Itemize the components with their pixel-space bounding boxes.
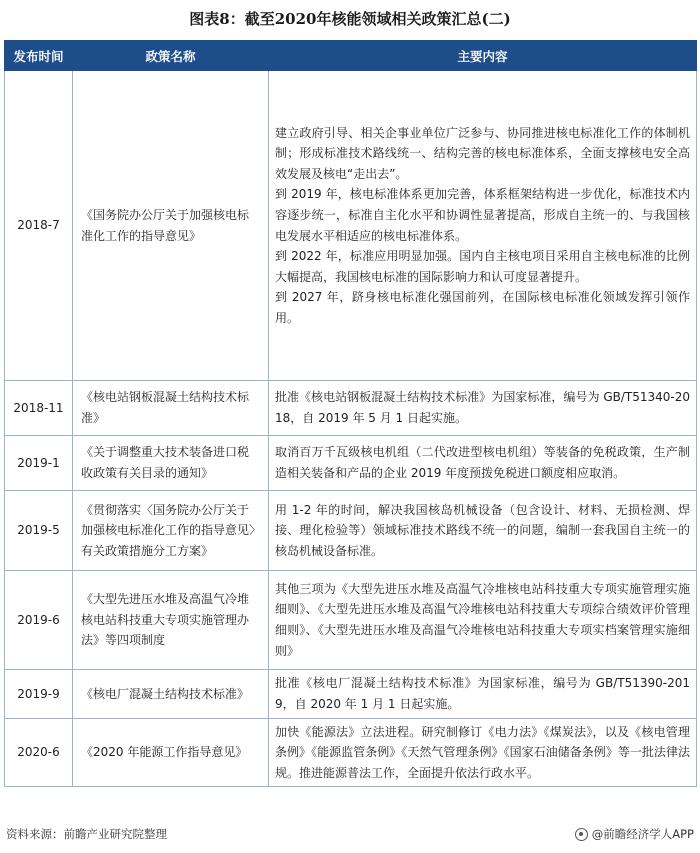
table-row	[5, 436, 697, 491]
row-date: 2018-7	[5, 71, 73, 381]
row-policy-name: 《贯彻落实〈国务院办公厅关于加强核电标准化工作的指导意见〉有关政策措施分工方案》	[73, 491, 269, 571]
content-paragraph: 加快《能源法》立法进程。研究制修订《电力法》《煤炭法》，以及《核电管理条例》《能源监管条例》《天然气管理条例》《国家石油储备条例》等一批法律法规。推进能源普法工作，全面提升依法行政水平。	[275, 724, 690, 780]
row-main-content	[269, 71, 697, 381]
table-row	[5, 491, 697, 571]
brand-label: @前瞻经济学人APP	[591, 827, 694, 841]
content-paragraph: 用 1-2 年的时间，解决我国核岛机械设备（包含设计、材料、无损检测、焊接、理化检验等）领域标准技术路线不统一的问题，编制一套我国自主统一的核岛机械设备标准。	[275, 502, 690, 558]
content-paragraph: 批准《核电站钢板混凝土结构技术标准》为国家标准，编号为 GB/T51340-2018，自 2019 年 5 月 1 日起实施。	[275, 390, 690, 425]
row-date: 2019-6	[5, 571, 73, 670]
row-date: 2020-6	[5, 719, 73, 787]
row-policy-name: 《关于调整重大技术装备进口税收政策有关目录的通知》	[73, 436, 269, 491]
table-row	[5, 719, 697, 787]
table-row	[5, 381, 697, 436]
table-row	[5, 571, 697, 670]
row-main-content	[269, 491, 697, 571]
row-main-content	[269, 381, 697, 436]
header-main-content: 主要内容	[269, 41, 697, 71]
row-policy-name: 《核电站钢板混凝土结构技术标准》	[73, 381, 269, 436]
table-row	[5, 670, 697, 719]
row-main-content	[269, 571, 697, 670]
content-paragraph: 到 2019 年，核电标准体系更加完善，体系框架结构进一步优化，标准技术内容逐步统一，标准自主化水平和协调性显著提高，形成自主统一的、与我国核电发展水平相适应的核电标准体系。	[275, 187, 690, 243]
footer	[6, 826, 694, 846]
row-policy-name: 《国务院办公厅关于加强核电标准化工作的指导意见》	[73, 71, 269, 381]
brand-mark	[575, 826, 694, 842]
row-policy-name: 《大型先进压水堆及高温气冷堆核电站科技重大专项实施管理办法》等四项制度	[73, 571, 269, 670]
row-main-content	[269, 670, 697, 719]
row-date: 2019-1	[5, 436, 73, 491]
content-paragraph: 其他三项为《大型先进压水堆及高温气冷堆核电站科技重大专项实施管理实施细则》、《大型先进压水堆及高温气冷堆核电站科技重大专项综合绩效评价管理细则》、《大型先进压水堆及高温气冷堆核电站科技重大专项实档案管理实施细则》	[275, 581, 690, 658]
table-header-row	[5, 41, 697, 71]
table-row	[5, 71, 697, 381]
content-paragraph: 批准《核电厂混凝土结构技术标准》为国家标准，编号为 GB/T51390-2019，自 2020 年 1 月 1 日起实施。	[275, 676, 690, 711]
row-date: 2018-11	[5, 381, 73, 436]
page-title: 图表8：截至2020年核能领域相关政策汇总(二)	[189, 10, 511, 28]
source-note: 资料来源：前瞻产业研究院整理	[6, 827, 167, 841]
row-main-content	[269, 436, 697, 491]
content-paragraph: 到 2027 年，跻身核电标准化强国前列，在国际核电标准化领域发挥引领作用。	[275, 290, 690, 325]
row-policy-name: 《2020 年能源工作指导意见》	[73, 719, 269, 787]
row-date: 2019-5	[5, 491, 73, 571]
header-policy-name: 政策名称	[73, 41, 269, 71]
row-policy-name: 《核电厂混凝土结构技术标准》	[73, 670, 269, 719]
content-paragraph: 到 2022 年，标准应用明显加强。国内自主核电项目采用自主核电标准的比例大幅提高，我国核电标准的国际影响力和认可度显著提升。	[275, 249, 690, 284]
header-date: 发布时间	[5, 41, 73, 71]
content-paragraph: 取消百万千瓦级核电机组（二代改进型核电机组）等装备的免税政策，生产制造相关装备和产品的企业 2019 年度预拨免税进口额度相应取消。	[275, 445, 690, 480]
row-date: 2019-9	[5, 670, 73, 719]
policy-table	[4, 40, 697, 787]
brand-logo-icon	[575, 828, 588, 841]
row-main-content	[269, 719, 697, 787]
content-paragraph: 建立政府引导、相关企事业单位广泛参与、协同推进核电标准化工作的体制机制；形成标准技术路线统一、结构完善的核电标准体系，全面支撑核电安全高效发展及核电“走出去”。	[275, 125, 690, 181]
